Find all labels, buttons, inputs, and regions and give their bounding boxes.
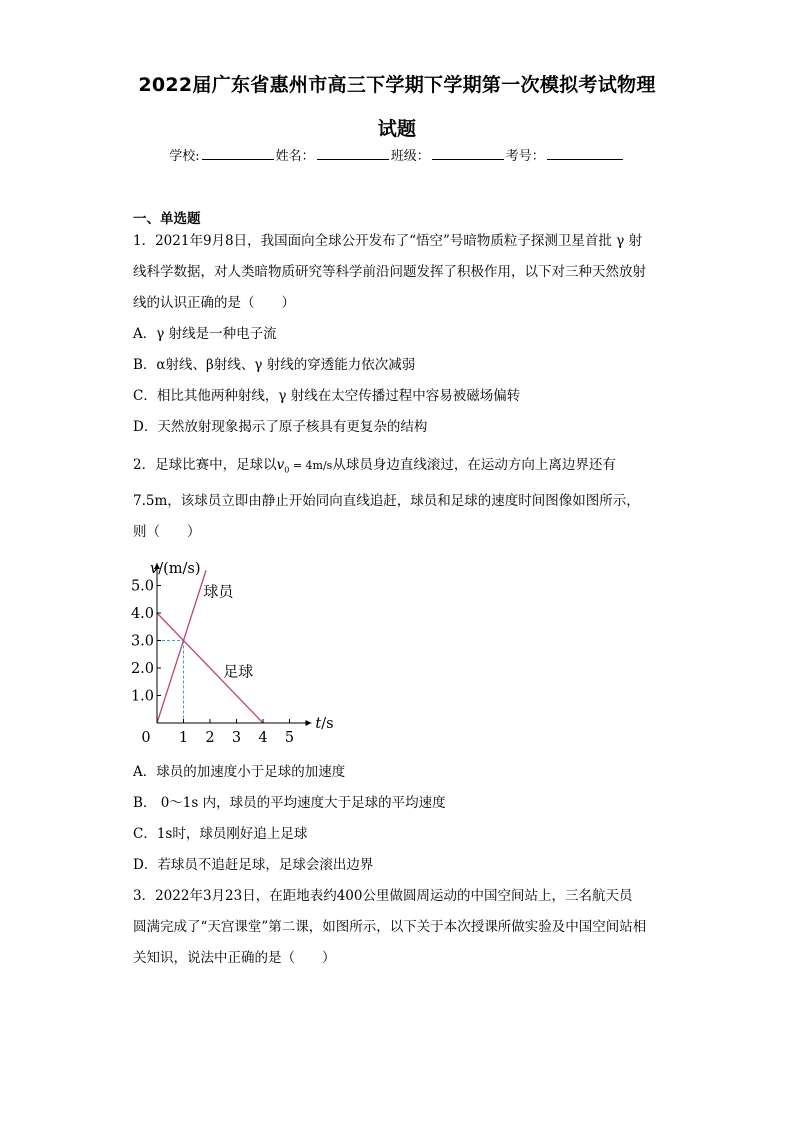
q2-stem-suffix: 从球员身边直线滚过，在运动方向上离边界还有: [332, 457, 616, 473]
q3-stem-line: 关知识，说法中正确的是（ ）: [133, 950, 336, 966]
name-blank[interactable]: [317, 147, 389, 160]
q2-option-b[interactable]: B． 0～1s 内，球员的平均速度大于足球的平均速度: [133, 795, 446, 811]
x-tick-label: 2: [205, 730, 215, 746]
y-tick-label: 1.0: [130, 688, 154, 705]
exam-number-label: 考号：: [505, 149, 545, 164]
q2-stem-line: 7.5m，该球员立即由静止开始同向直线追赶，球员和足球的速度时间图像如图所示，: [133, 493, 640, 509]
q2-stem-line: [133, 456, 616, 480]
page-title: 2022届广东省惠州市高三下学期下学期第一次模拟考试物理: [138, 74, 656, 96]
class-blank[interactable]: [432, 147, 504, 160]
origin-label: 0: [141, 730, 151, 746]
v0-value: = 4m/s: [289, 459, 333, 472]
q1-stem-line: 1．2021年9月8日，我国面向全球公开发布了“悟空”号暗物质粒子探测卫星首批 γ 射: [133, 233, 643, 249]
y-tick-label: 3.0: [130, 633, 154, 650]
y-tick-label: 4.0: [130, 606, 154, 622]
student-info-row: [0, 145, 794, 164]
series-label-player: 球员: [203, 582, 234, 601]
velocity-time-chart: [130, 555, 340, 750]
page-title-continued: 试题: [377, 118, 417, 140]
v0-subscript: 0: [284, 465, 290, 475]
q2-option-d[interactable]: D．若球员不追赶足球，足球会滚出边界: [133, 857, 374, 873]
x-axis-label: t/s: [315, 716, 334, 732]
school-blank[interactable]: [202, 147, 274, 160]
y-axis-label: v/(m/s): [150, 561, 201, 577]
school-label: 学校:: [169, 149, 200, 164]
name-label: 姓名：: [275, 149, 315, 164]
q1-option-d[interactable]: D．天然放射现象揭示了原子核具有更复杂的结构: [133, 419, 428, 435]
q3-stem-line: 3．2022年3月23日，在距地表约400公里做圆周运动的中国空间站上，三名航天员: [133, 888, 633, 904]
exam-number-blank[interactable]: [547, 147, 623, 160]
section-title: 一、单选题: [133, 211, 201, 227]
class-label: 班级：: [390, 149, 430, 164]
q2-option-c[interactable]: C．1s时，球员刚好追上足球: [133, 826, 308, 842]
x-tick-label: 3: [231, 730, 242, 746]
y-tick-label: 5.0: [130, 578, 154, 595]
series-line-player: [157, 570, 206, 723]
q2-option-a[interactable]: A．球员的加速度小于足球的加速度: [133, 764, 346, 780]
x-tick-label: 5: [284, 730, 295, 746]
q1-option-a[interactable]: A．γ 射线是一种电子流: [133, 326, 277, 342]
x-tick-label: 4: [258, 730, 268, 746]
y-tick-label: 2.0: [130, 661, 154, 677]
q1-option-c[interactable]: C．相比其他两种射线，γ 射线在太空传播过程中容易被磁场偏转: [133, 388, 521, 404]
q1-option-b[interactable]: B．α射线、β射线、γ 射线的穿透能力依次减弱: [133, 357, 416, 373]
series-label-ball: 足球: [223, 662, 254, 681]
q1-stem-line: 线科学数据，对人类暗物质研究等科学前沿问题发挥了积极作用，以下对三种天然放射: [133, 264, 646, 280]
x-tick-label: 1: [178, 730, 189, 746]
q1-stem-line: 线的认识正确的是（ ）: [133, 295, 295, 311]
q3-stem-line: 圆满完成了“天宫课堂”第二课，如图所示，以下关于本次授课所做实验及中国空间站相: [133, 919, 647, 935]
q2-stem-line: 则（ ）: [133, 524, 201, 540]
q2-stem-prefix: 2．足球比赛中，足球以: [133, 457, 277, 473]
v0-symbol: v: [276, 457, 285, 473]
